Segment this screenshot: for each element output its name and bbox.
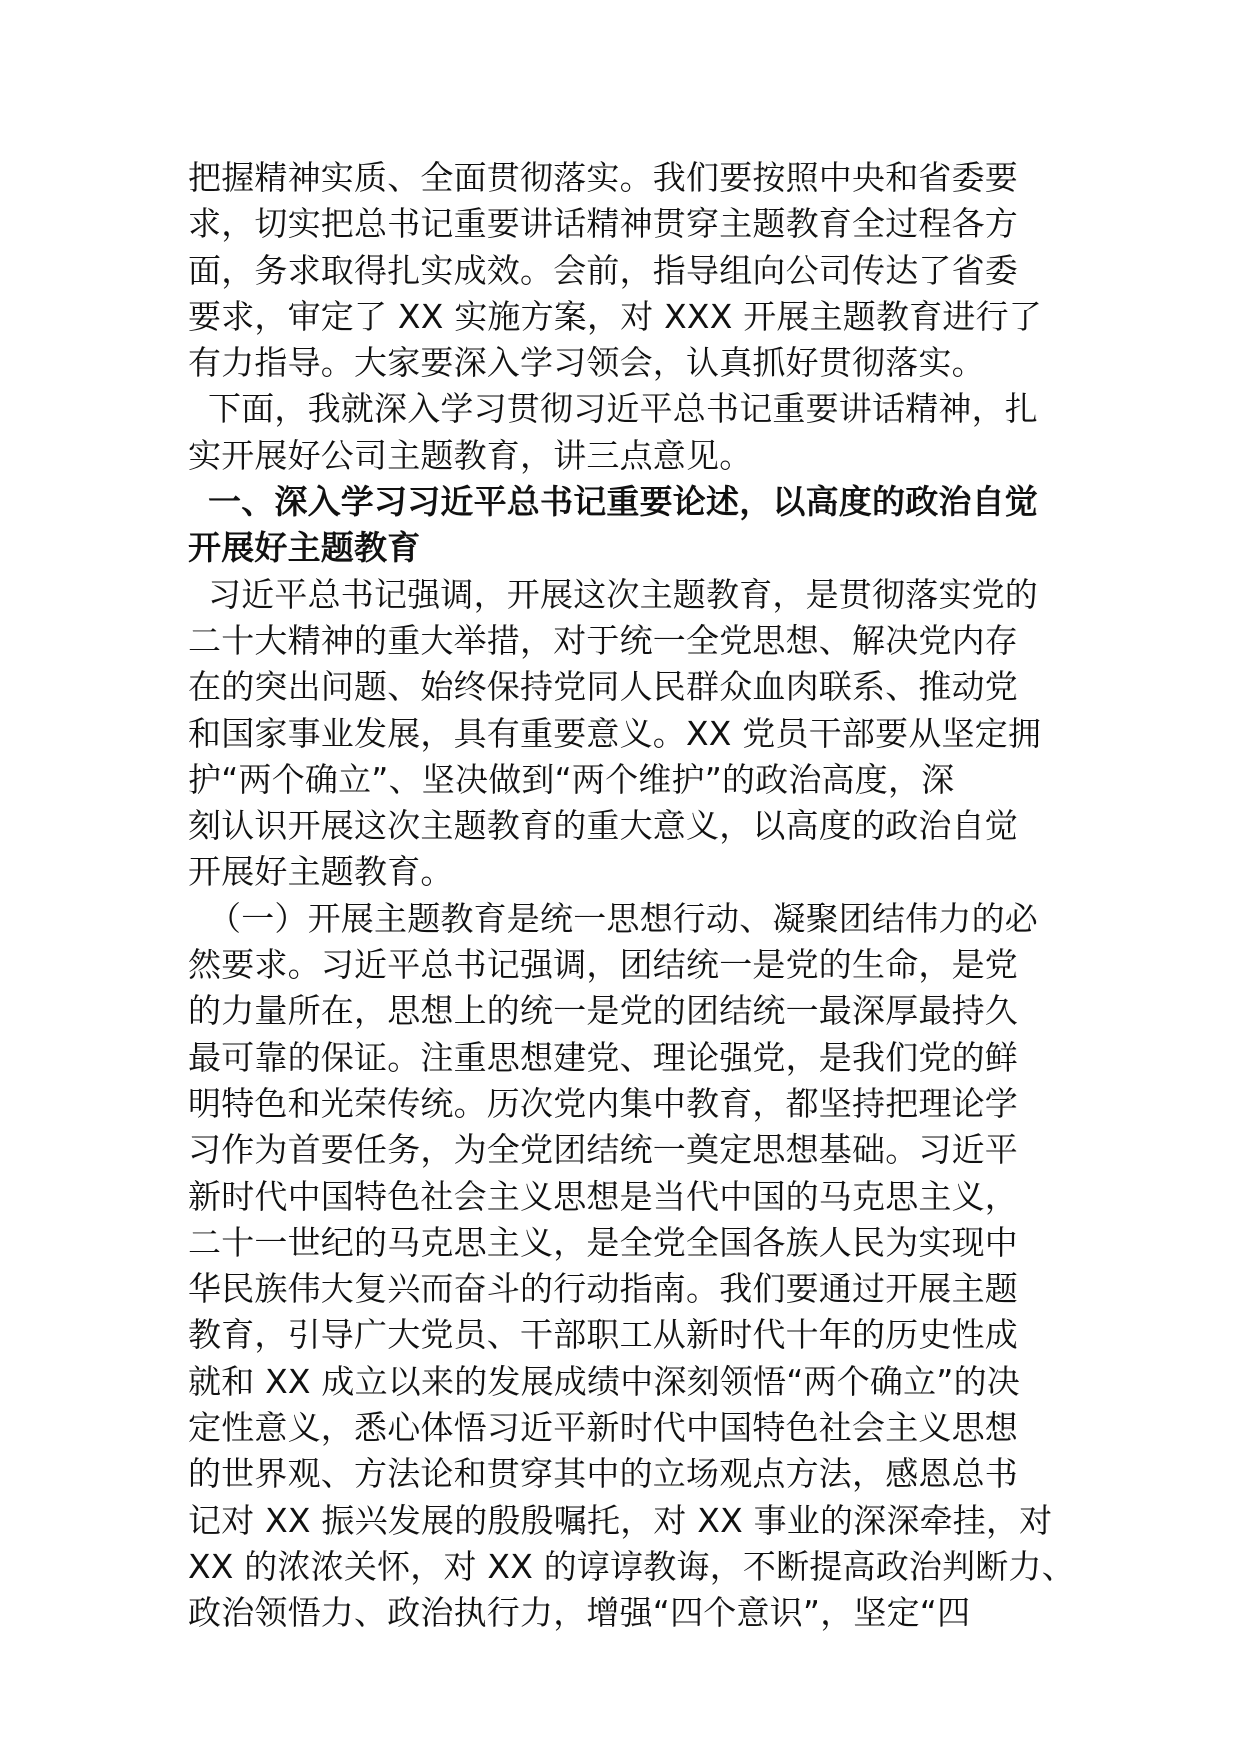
text-line: 实开展好公司主题教育，讲三点意见。	[188, 435, 753, 475]
text-line: 定性意义，悉心体悟习近平新时代中国特色社会主义思想	[188, 1408, 1018, 1448]
text-line: 要求，审定了 XX 实施方案，对 XXX 开展主题教育进行了	[188, 296, 1042, 336]
text-line: 二十大精神的重大举措，对于统一全党思想、解决党内存	[188, 620, 1018, 660]
text-line: 习作为首要任务，为全党团结统一奠定思想基础。习近平	[188, 1130, 1018, 1170]
document-body	[188, 155, 1075, 1637]
text-line: 教育，引导广大党员、干部职工从新时代十年的历史性成	[188, 1315, 1018, 1355]
text-line: 把握精神实质、全面贯彻落实。我们要按照中央和省委要	[188, 158, 1018, 197]
text-line: 和国家事业发展，具有重要意义。XX 党员干部要从坚定拥	[188, 713, 1042, 753]
text-line: 政治领悟力、政治执行力，增强“四个意识”，坚定“四	[188, 1593, 971, 1633]
text-line: 最可靠的保证。注重思想建党、理论强党，是我们党的鲜	[188, 1037, 1018, 1077]
text-line: 护“两个确立”、坚决做到“两个维护”的政治高度，深	[188, 759, 955, 799]
text-line: XX 的浓浓关怀，对 XX 的谆谆教诲，不断提高政治判断力、	[188, 1546, 1075, 1586]
paragraph-start-line: 习近平总书记强调，开展这次主题教育，是贯彻落实党的	[208, 574, 1038, 614]
text-line: 明特色和光荣传统。历次党内集中教育，都坚持把理论学	[188, 1083, 1018, 1123]
section-heading: 一、深入学习习近平总书记重要论述，以高度的政治自觉	[208, 482, 1038, 522]
text-line: 开展好主题教育。	[188, 852, 454, 892]
section-heading-continued: 开展好主题教育	[188, 528, 421, 568]
text-line: 有力指导。大家要深入学习领会，认真抓好贯彻落实。	[188, 343, 985, 383]
text-line: 二十一世纪的马克思主义，是全党全国各族人民为实现中	[188, 1222, 1018, 1262]
text-line: 刻认识开展这次主题教育的重大意义，以高度的政治自觉	[188, 806, 1018, 846]
text-line: 就和 XX 成立以来的发展成绩中深刻领悟“两个确立”的决	[188, 1361, 1020, 1401]
paragraph-start-line: （一）开展主题教育是统一思想行动、凝聚团结伟力的必	[208, 898, 1038, 938]
text-line: 的力量所在，思想上的统一是党的团结统一最深厚最持久	[188, 991, 1018, 1031]
text-line: 然要求。习近平总书记强调，团结统一是党的生命，是党	[188, 945, 1018, 985]
text-line: 的世界观、方法论和贯穿其中的立场观点方法，感恩总书	[188, 1454, 1018, 1494]
text-line: 记对 XX 振兴发展的殷殷嘱托，对 XX 事业的深深牵挂，对	[188, 1500, 1053, 1540]
paragraph-start-line: 下面，我就深入学习贯彻习近平总书记重要讲话精神，扎	[208, 389, 1038, 429]
text-line: 求，切实把总书记重要讲话精神贯穿主题教育全过程各方	[188, 204, 1018, 244]
text-line: 在的突出问题、始终保持党同人民群众血肉联系、推动党	[188, 667, 1018, 707]
text-line: 华民族伟大复兴而奋斗的行动指南。我们要通过开展主题	[188, 1269, 1018, 1309]
text-line: 面，务求取得扎实成效。会前，指导组向公司传达了省委	[188, 250, 1018, 290]
text-line: 新时代中国特色社会主义思想是当代中国的马克思主义，	[188, 1176, 1018, 1216]
